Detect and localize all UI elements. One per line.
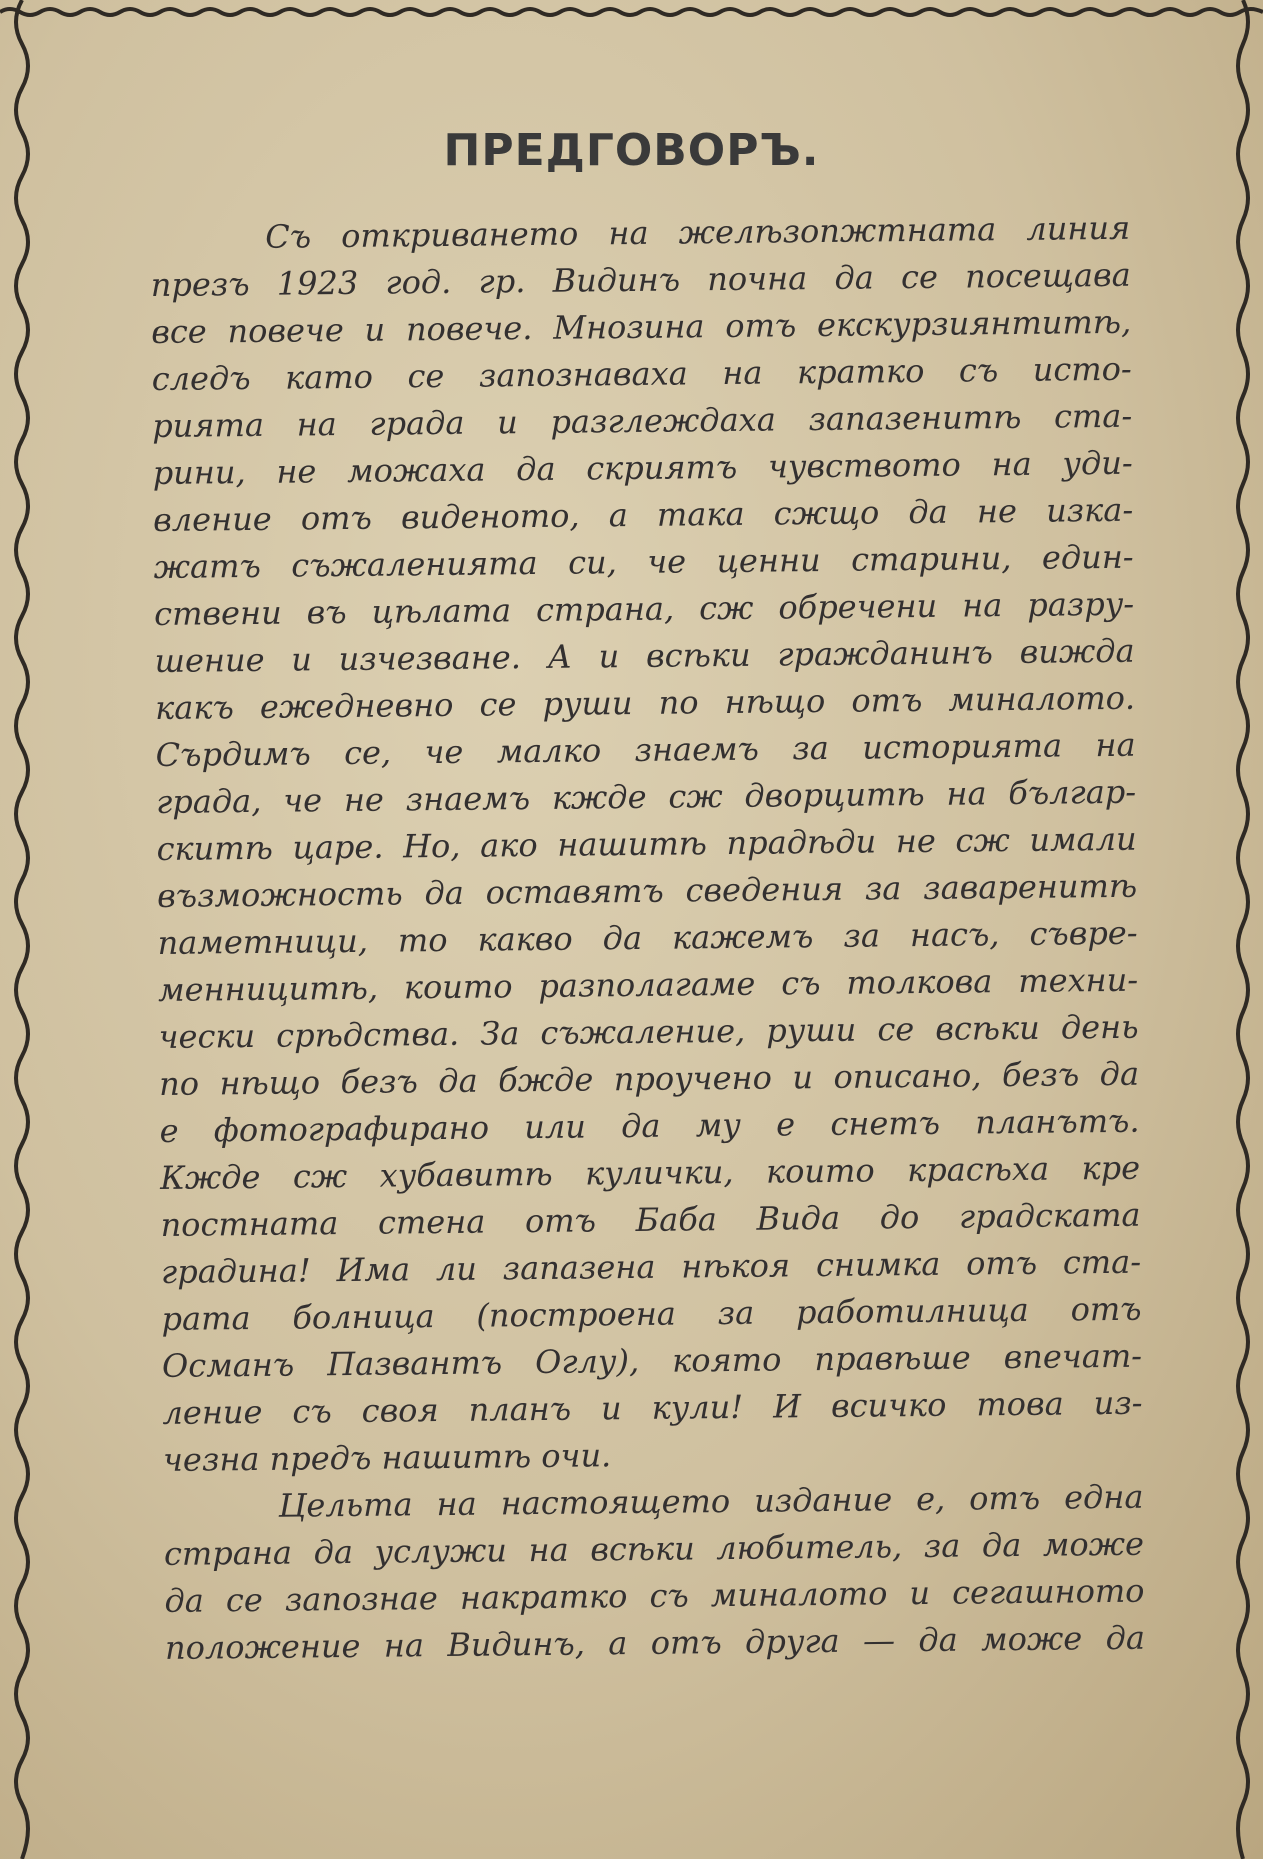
text-line: по нѣщо безъ да бжде проучено и описано, безъ да xyxy=(158,1054,1140,1103)
text-line: рини, не можаха да скриятъ чувството на уди- xyxy=(152,443,1133,492)
text-line: Съ откриването на желѣзопжтната линия xyxy=(265,208,1131,256)
page-title: ПРЕДГОВОРЪ. xyxy=(443,125,820,176)
text-line: все повече и повече. Мнозина отъ екскурзиянтитѣ, xyxy=(151,302,1132,351)
decorative-border-top xyxy=(0,0,1263,30)
paragraph xyxy=(163,1474,1145,1672)
text-line: скитѣ царе. Но, ако нашитѣ прадѣди не сж имали xyxy=(156,819,1137,868)
text-line: рията на града и разглеждаха запазенитѣ ста- xyxy=(152,396,1133,445)
text-line: чезна предъ нашитѣ очи. xyxy=(162,1436,612,1479)
text-line: Цельта на настоящето издание е, отъ една xyxy=(278,1477,1144,1525)
text-line: презъ 1923 год. гр. Видинъ почна да се посещава xyxy=(150,255,1131,304)
text-line: е фотографирано или да му е снетъ планътъ. xyxy=(159,1101,1140,1150)
text-line: положение на Видинъ, а отъ друга — да може да xyxy=(164,1618,1146,1667)
decorative-border-right xyxy=(1223,0,1263,1859)
text-line: ствени въ цѣлата страна, сж обречени на разру- xyxy=(153,584,1135,633)
text-line: вление отъ виденото, а така сжщо да не изка- xyxy=(152,490,1134,539)
text-line: страна да услужи на всѣки любитель, за да може xyxy=(163,1524,1145,1573)
text-line: Кжде сж хубавитѣ кулички, които красѣха кре xyxy=(159,1148,1141,1197)
text-line: шение и изчезване. А и всѣки гражданинъ вижда xyxy=(154,631,1135,680)
text-line: следъ като се запознаваха на кратко съ исто- xyxy=(151,349,1132,398)
text-line: Османъ Пазвантъ Оглу), която правѣше впечат- xyxy=(161,1336,1143,1385)
text-line: паметници, то какво да кажемъ за насъ, съвре- xyxy=(157,913,1138,962)
text-line: града, че не знаемъ кжде сж дворцитѣ на българ- xyxy=(155,772,1137,821)
text-line: какъ ежедневно се руши по нѣщо отъ миналото. xyxy=(154,678,1136,727)
text-line: менницитѣ, които разполагаме съ толкова техни- xyxy=(157,960,1139,1009)
text-line: рата болница (построена за работилница отъ xyxy=(161,1289,1142,1338)
preface-text xyxy=(150,205,1145,1672)
text-line: жатъ съжаленията си, че ценни старини, един- xyxy=(153,537,1134,586)
text-line: чески срѣдства. За съжаление, руши се всѣки день xyxy=(158,1007,1139,1056)
text-line: постната стена отъ Баба Вида до градската xyxy=(160,1195,1141,1244)
paragraph xyxy=(150,205,1143,1484)
text-line: да се запознае накратко съ миналото и сегашното xyxy=(164,1571,1145,1620)
text-line: възможность да оставятъ сведения за заваренитѣ xyxy=(156,866,1138,915)
text-line: градина! Има ли запазена нѣкоя снимка отъ ста- xyxy=(160,1242,1142,1291)
text-line: ление съ своя планъ и кули! И всичко това из- xyxy=(162,1383,1143,1432)
text-line: Сърдимъ се, че малко знаемъ за историята на xyxy=(155,725,1136,774)
decorative-border-left xyxy=(0,0,40,1859)
